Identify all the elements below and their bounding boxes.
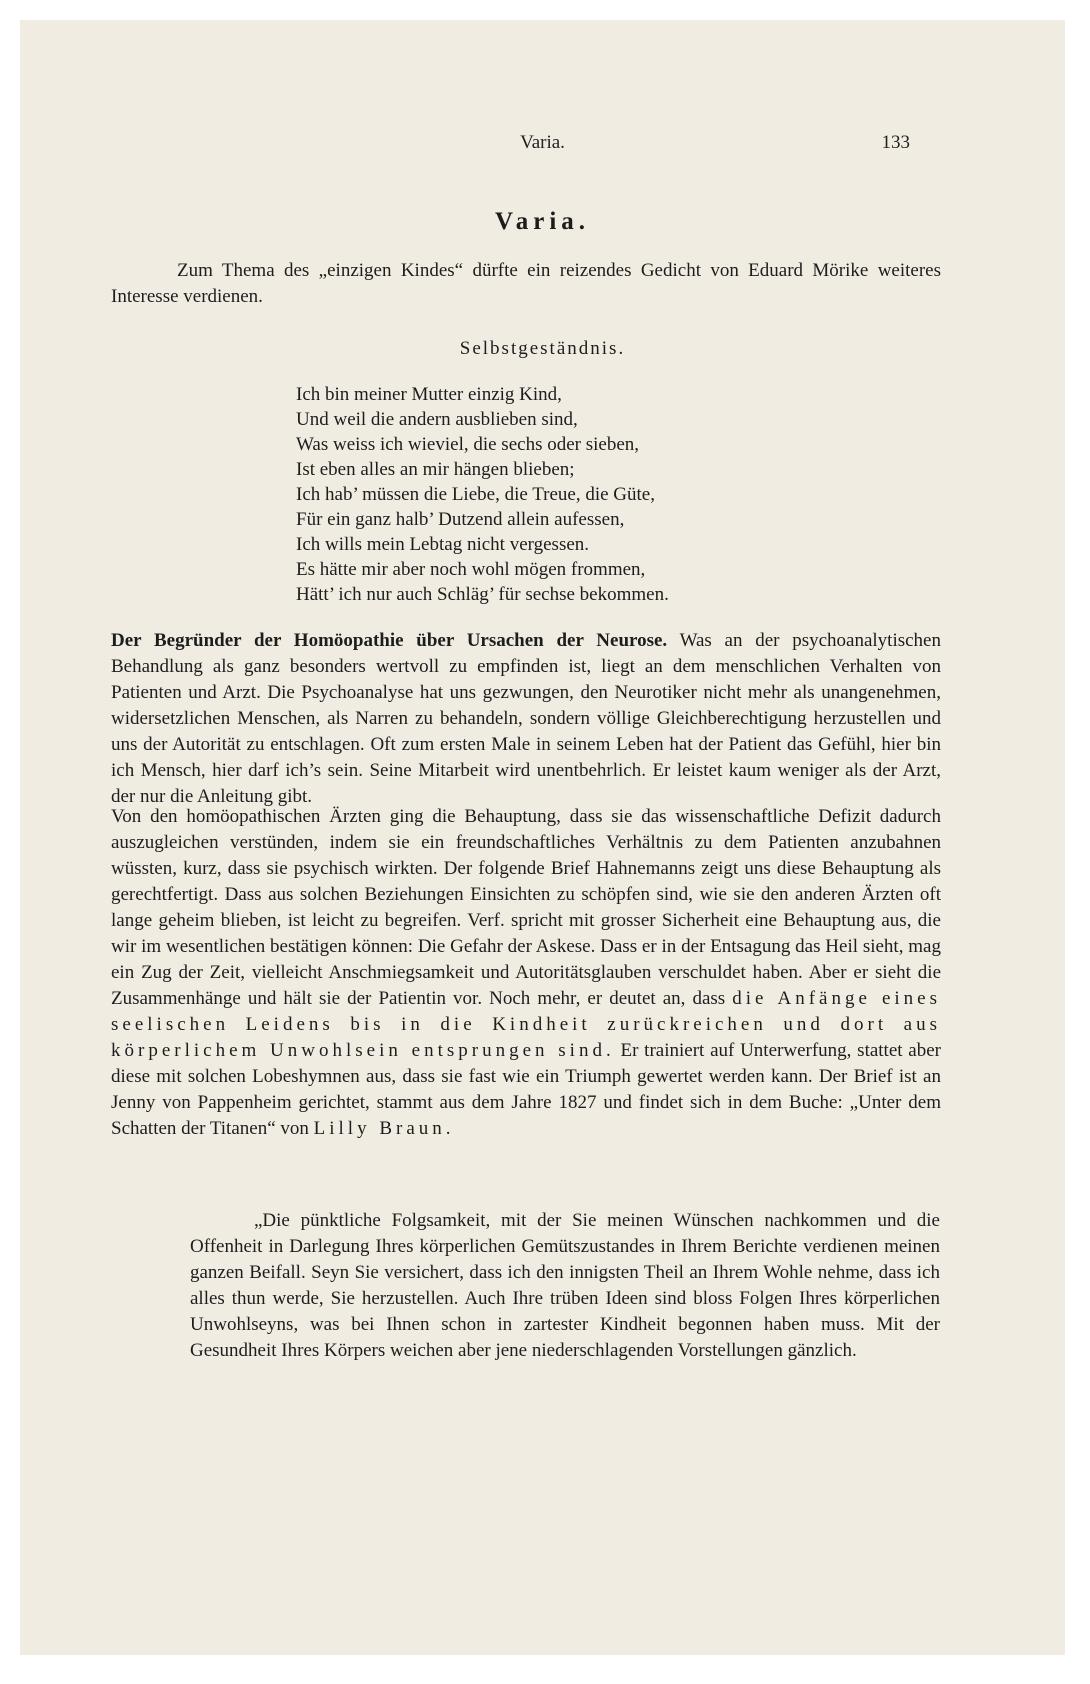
poem-line: Es hätte mir aber noch wohl mögen frommen, (296, 559, 646, 580)
spaced-emphasis: die Anfänge eines seelischen Leidens bis in die Kindheit zurückreichen und dort aus körperlichem Unwohlsein entsprungen sind. (111, 988, 941, 1061)
intro-text: Zum Thema des „einzigen Kindes“ dürfte ein reizendes Gedicht von Eduard Mörike weiteres Interesse verdienen. (111, 260, 941, 307)
section-title: Varia. (494, 208, 591, 235)
author-name: Lilly Braun. (313, 1118, 455, 1139)
paragraph-homeopathy (111, 804, 941, 1142)
paragraph-text: Von den homöopathischen Ärzten ging die Behauptung, dass sie das wissenschaftliche Defizit dadurch auszugleichen verstünden, indem sie ein freundschaftliches Verhältnis zu dem Patienten anzubahnen wüssten, kurz, dass sie psychisch wirkten. Der folgende Brief Hahnemanns zeigt uns diese Behauptung als gerechtfertigt. Dass aus solchen Beziehungen Einsichten zu schöpfen sind, wie sie den anderen Ärzten oft lange geheim blieben, ist leicht zu begreifen. Verf. spricht mit grosser Sicherheit eine Behauptung aus, die wir im wesentlichen bestätigen können: Die Gefahr der Askese. Dass er in der Entsagung das Heil sieht, mag ein Zug der Zeit, vielleicht Anschmiegsamkeit und Autoritätsglauben verschuldet haben. Aber er sieht die Zusammenhänge und hält sie der Patientin vor. Noch mehr, er deutet an, dass (111, 806, 941, 1009)
poem-line: Ich wills mein Lebtag nicht vergessen. (296, 534, 590, 555)
poem-line: Was weiss ich wieviel, die sechs oder sieben, (296, 434, 640, 455)
intro-paragraph (111, 258, 941, 310)
paragraph-body (111, 804, 941, 1142)
poem-line: Für ein ganz halb’ Dutzend allein aufessen, (296, 509, 625, 530)
letter-quote (190, 1208, 940, 1364)
page-number: 133 (881, 132, 910, 153)
poem-line: Und weil die andern ausblieben sind, (296, 409, 578, 430)
poem-line: Ich hab’ müssen die Liebe, die Treue, die Güte, (296, 484, 655, 505)
book-page (20, 20, 1065, 1655)
poem-title: Selbstgeständnis. (459, 338, 626, 359)
paragraph-hahnemann-intro (111, 628, 941, 810)
poem (296, 382, 669, 607)
paragraph-text: Er trainiert auf Unterwerfung, stattet aber diese mit solchen Lobeshymnen aus, dass sie fast wie ein Triumph gewertet werden kann. Der Brief ist an Jenny von Pappenheim gerichtet, stammt aus dem Jahre 1827 und findet sich in dem Buche: „Unter dem Schatten der Titanen“ von (111, 1040, 942, 1139)
poem-line: Ich bin meiner Mutter einzig Kind, (296, 384, 562, 405)
paragraph-heading: Der Begründer der Homöopathie über Ursachen der Neurose. (111, 630, 668, 651)
poem-line: Ist eben alles an mir hängen blieben; (296, 459, 575, 480)
running-title: Varia. (520, 132, 565, 153)
quote-text: „Die pünktliche Folgsamkeit, mit der Sie meinen Wünschen nachkommen und die Offenheit in Darlegung Ihres körperlichen Gemütszustandes in Ihrem Berichte verdienen meinen ganzen Beifall. Seyn Sie versichert, dass ich den innigsten Theil an Ihrem Wohle nehme, dass ich alles thun werde, Sie herzustellen. Auch Ihre trüben Ideen sind bloss Folgen Ihres körperlichen Unwohlseyns, was bei Ihnen schon in zartester Kindheit begonnen haben muss. Mit der Gesundheit Ihres Körpers weichen aber jene niederschlagenden Vorstellungen gänzlich. (190, 1210, 940, 1361)
paragraph-text: Was an der psychoanalytischen Behandlung als ganz besonders wertvoll zu empfinden ist, liegt an dem menschlichen Verhalten von Patienten und Arzt. Die Psychoanalyse hat uns gezwungen, den Neurotiker nicht mehr als unangenehmen, widersetzlichen Menschen, als Narren zu behandeln, sondern völlige Gleichberechtigung herzustellen und uns der Autorität zu entschlagen. Oft zum ersten Male in seinem Leben hat der Patient das Gefühl, hier bin ich Mensch, hier darf ich’s sein. Seine Mitarbeit wird unentbehrlich. Er leistet kaum weniger als der Arzt, der nur die Anleitung gibt. (111, 630, 941, 807)
poem-line: Hätt’ ich nur auch Schläg’ für sechse bekommen. (296, 584, 669, 605)
paragraph-body (111, 628, 941, 810)
